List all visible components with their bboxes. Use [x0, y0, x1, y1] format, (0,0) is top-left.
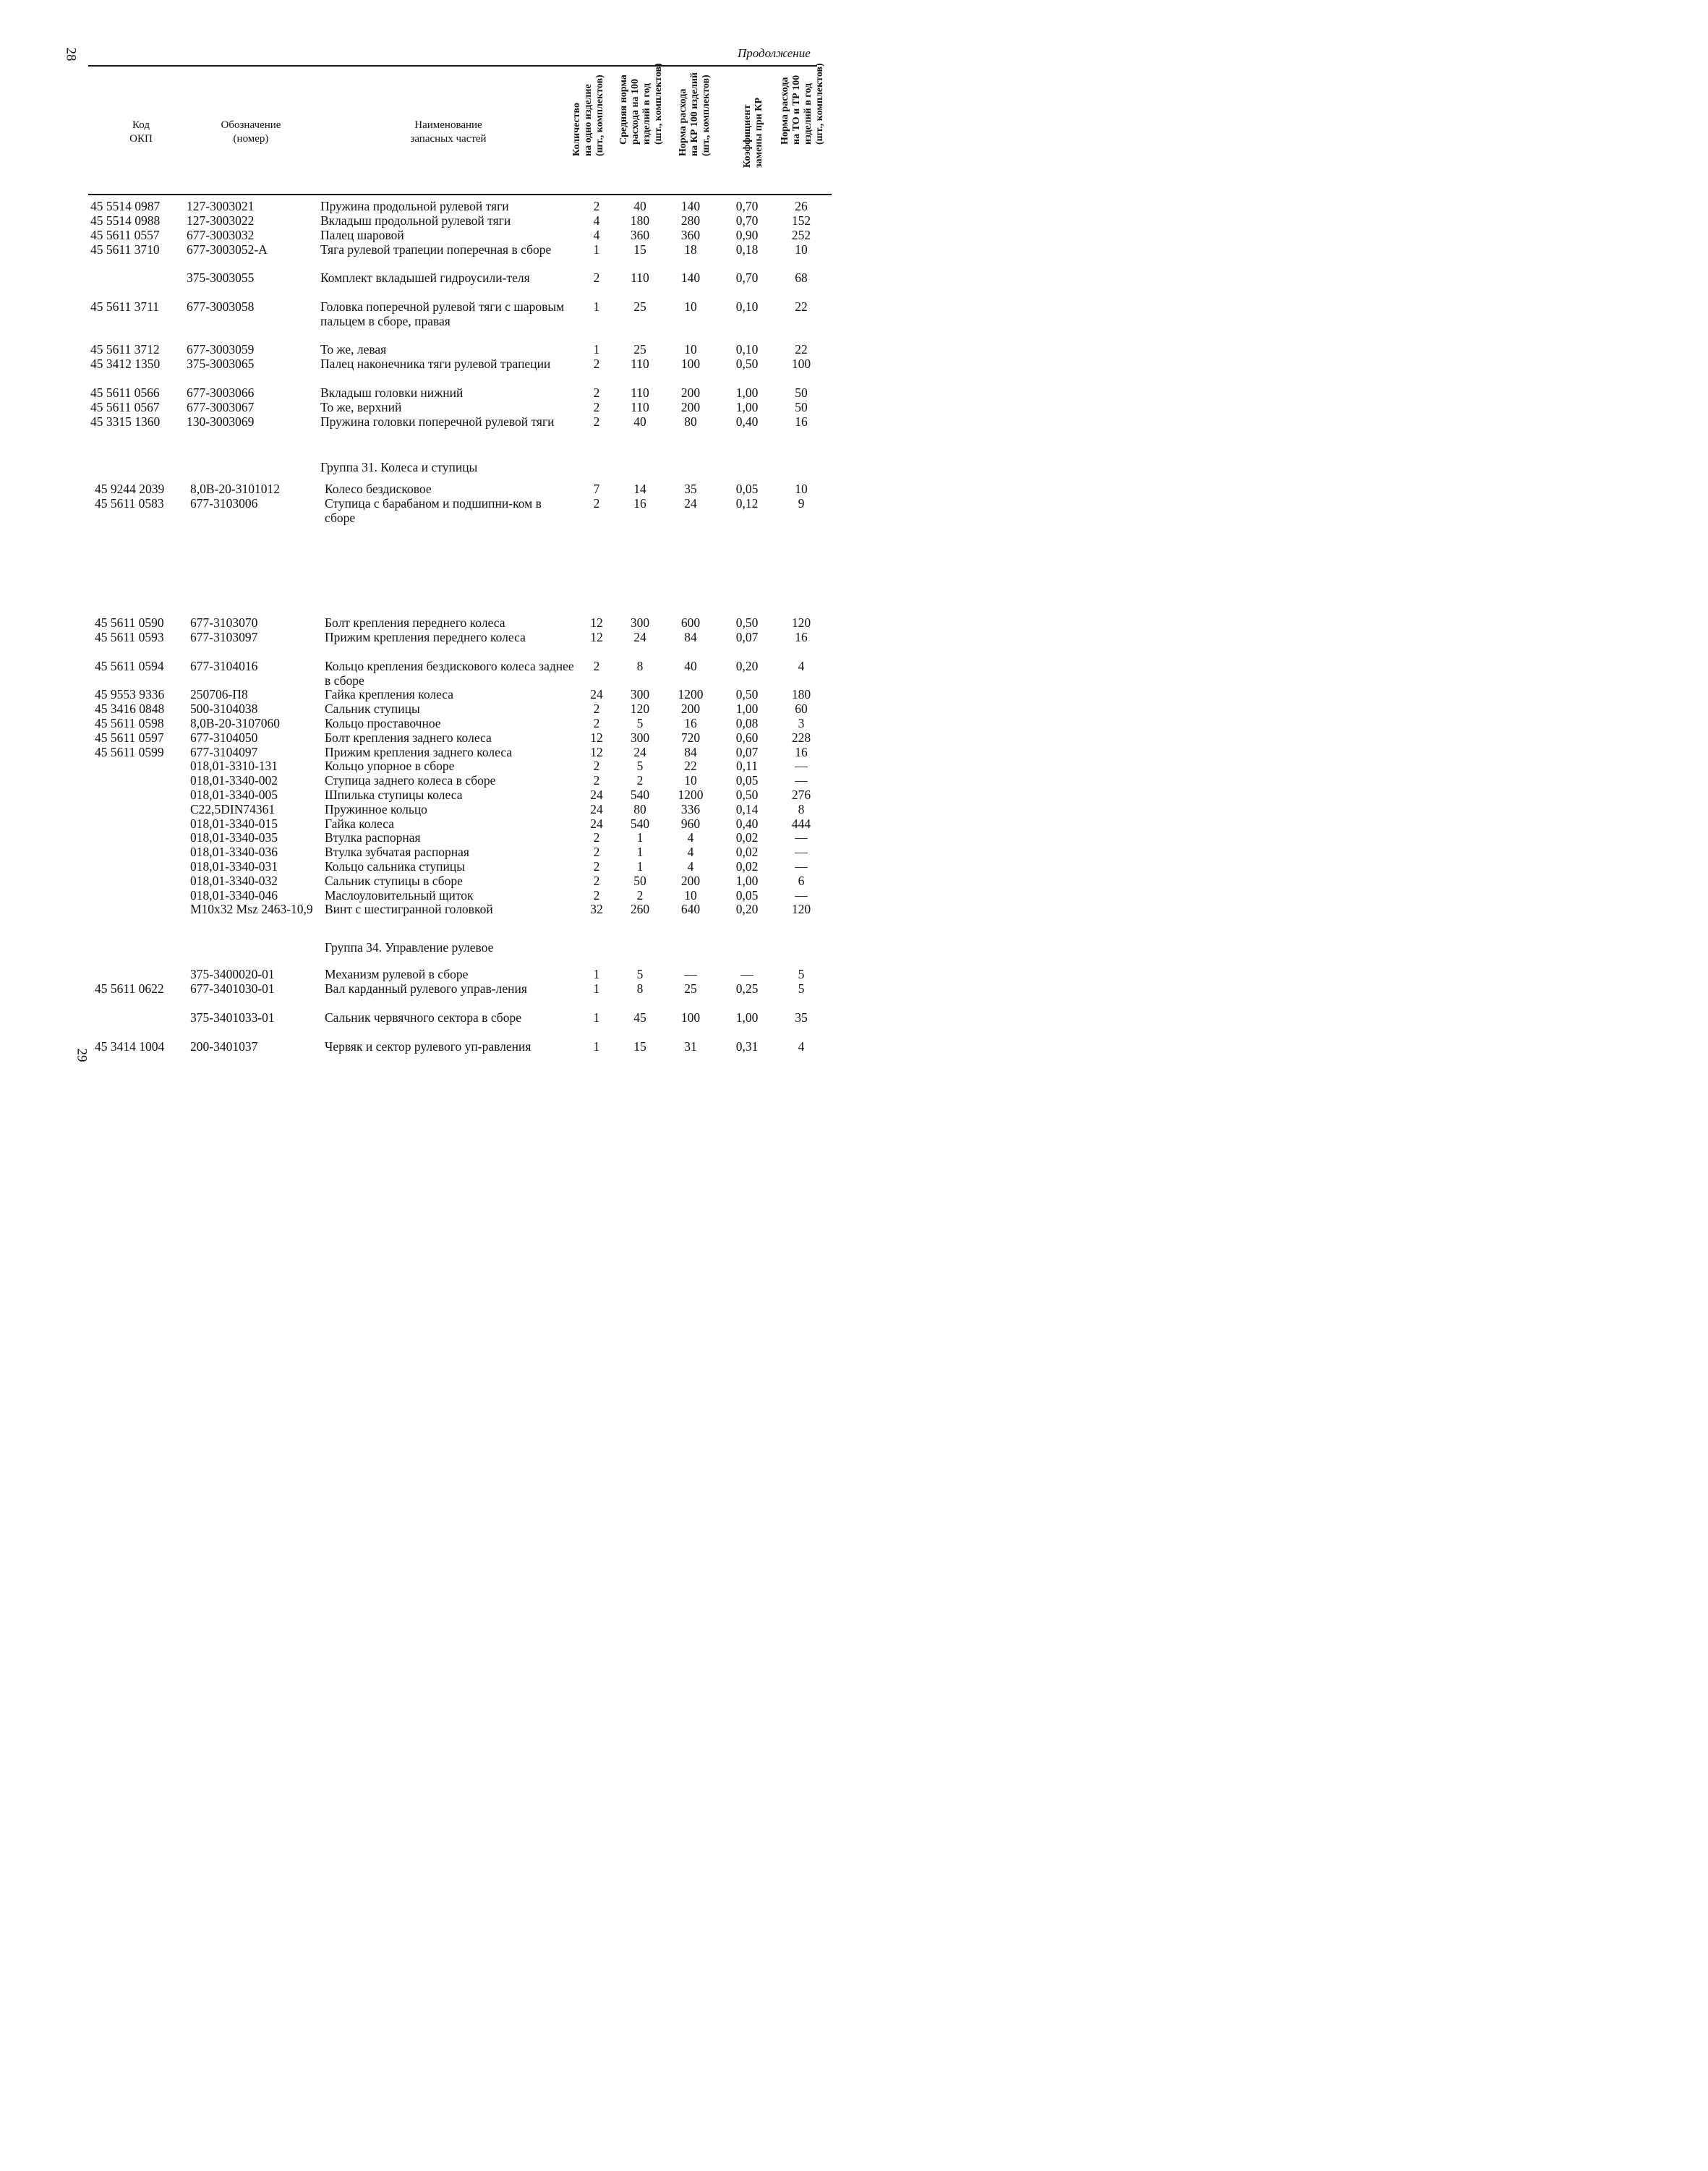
- cell-a: 2: [636, 888, 644, 903]
- cell-a: 5: [636, 716, 644, 730]
- cell-name: Механизм рулевой в сборе: [325, 967, 469, 981]
- cell-q: 2: [593, 701, 600, 716]
- cell-name: Сальник ступицы: [325, 701, 420, 716]
- cell-okp: 45 5611 0566: [90, 385, 160, 400]
- cell-des: 250706-П8: [190, 687, 248, 701]
- cell-a: 50: [633, 874, 646, 888]
- cell-des: 677-3003032: [187, 228, 255, 242]
- cell-a: 540: [630, 816, 650, 831]
- cell-t: 16: [795, 414, 808, 429]
- cell-des: 018,01-3340-015: [190, 816, 278, 831]
- cell-des: 677-3003066: [187, 385, 255, 400]
- cell-t: 8: [798, 802, 805, 816]
- cell-q: 2: [593, 773, 600, 788]
- cell-q: 1: [593, 242, 600, 257]
- cell-a: 1: [636, 859, 644, 874]
- cell-a: 300: [630, 730, 650, 745]
- cell-t: 16: [795, 745, 808, 759]
- cell-okp: 45 5611 0598: [95, 716, 164, 730]
- cell-k: 10: [684, 773, 697, 788]
- cell-k: 84: [684, 745, 697, 759]
- cell-z: 0,07: [735, 630, 759, 644]
- cell-des: 018,01-3340-031: [190, 859, 278, 874]
- cell-q: 1: [593, 967, 600, 981]
- cell-name: Втулка распорная: [325, 830, 421, 845]
- cell-z: 0,25: [735, 981, 759, 996]
- cell-k: 640: [680, 902, 701, 916]
- cell-name: Колесо бездисковое: [325, 482, 432, 496]
- cell-name: Палец шаровой: [320, 228, 404, 242]
- cell-okp: 45 5611 0599: [95, 745, 164, 759]
- cell-okp: 45 5611 0594: [95, 659, 164, 673]
- cell-des: 018,01-3340-032: [190, 874, 278, 888]
- cell-okp: 45 5514 0987: [90, 199, 161, 213]
- cell-des: 018,01-3340-035: [190, 830, 278, 845]
- cell-a: 24: [633, 745, 646, 759]
- cell-k: 4: [687, 859, 694, 874]
- cell-des: 677-3003058: [187, 299, 255, 314]
- cell-q: 1: [593, 981, 600, 996]
- cell-z: 0,02: [735, 859, 759, 874]
- cell-q: 2: [593, 888, 600, 903]
- cell-okp: 45 3315 1360: [90, 414, 161, 429]
- cell-k: 1200: [678, 687, 704, 701]
- cell-z: 0,50: [735, 788, 759, 802]
- cell-a: 16: [633, 496, 646, 511]
- cell-name: Кольцо сальника ступицы: [325, 859, 466, 874]
- cell-z: 0,07: [735, 745, 759, 759]
- cell-k: 18: [684, 242, 697, 257]
- cell-k: 24: [684, 496, 697, 511]
- cell-k: 31: [684, 1039, 697, 1054]
- cell-k: 10: [684, 888, 697, 903]
- cell-des: 018,01-3340-002: [190, 773, 278, 788]
- cell-z: 0,40: [735, 414, 759, 429]
- cell-q: 12: [590, 730, 603, 745]
- cell-z: 0,14: [735, 802, 759, 816]
- cell-okp: 45 5611 3712: [90, 342, 160, 357]
- cell-name: Болт крепления заднего колеса: [325, 730, 492, 745]
- cell-q: 2: [593, 716, 600, 730]
- cell-name: Сальник ступицы в сборе: [325, 874, 463, 888]
- page-number-bottom: 29: [74, 1048, 90, 1062]
- cell-k: 10: [684, 299, 697, 314]
- cell-z: 0,50: [735, 615, 759, 630]
- cell-q: 32: [590, 902, 603, 916]
- cell-a: 110: [631, 270, 649, 285]
- cell-des: 8,0В-20-3101012: [190, 482, 280, 496]
- cell-okp: 45 5611 3710: [90, 242, 160, 257]
- cell-k: 4: [687, 845, 694, 859]
- cell-des: 018,01-3310-131: [190, 759, 278, 773]
- cell-t: 5: [798, 967, 805, 981]
- cell-name: Прижим крепления переднего колеса: [325, 630, 526, 644]
- cell-t: 22: [795, 299, 808, 314]
- cell-z: 0,18: [735, 242, 759, 257]
- cell-q: 2: [593, 270, 600, 285]
- cell-q: 24: [590, 687, 603, 701]
- cell-des: 8,0В-20-3107060: [190, 716, 280, 730]
- cell-z: 0,50: [735, 357, 759, 371]
- cell-a: 25: [633, 342, 646, 357]
- cell-t: 68: [795, 270, 808, 285]
- header-rule: [88, 194, 832, 195]
- cell-t: 22: [795, 342, 808, 357]
- cell-t: 120: [791, 615, 811, 630]
- cell-name: То же, верхний: [320, 400, 402, 414]
- cell-z: 1,00: [735, 1010, 759, 1025]
- cell-okp: 45 9553 9336: [95, 687, 165, 701]
- cell-okp: 45 5611 0622: [95, 981, 164, 996]
- cell-z: 0,10: [735, 299, 759, 314]
- cell-z: 0,31: [735, 1039, 759, 1054]
- cell-des: 375-3400020-01: [190, 967, 275, 981]
- cell-des: 375-3003065: [187, 357, 255, 371]
- cell-name: Гайка колеса: [325, 816, 395, 831]
- cell-t: 120: [791, 902, 811, 916]
- cell-t: 228: [791, 730, 811, 745]
- cell-name: Болт крепления переднего колеса: [325, 615, 505, 630]
- cell-des: 677-3103070: [190, 615, 258, 630]
- cell-q: 12: [590, 630, 603, 644]
- cell-des: 677-3103006: [190, 496, 258, 511]
- cell-a: 300: [630, 615, 650, 630]
- cell-name: Пружинное кольцо: [325, 802, 427, 816]
- cell-k: 336: [680, 802, 701, 816]
- cell-k: 84: [684, 630, 697, 644]
- cell-z: 0,02: [735, 845, 759, 859]
- cell-t: 60: [795, 701, 808, 716]
- cell-a: 110: [631, 357, 649, 371]
- cell-z: 0,11: [736, 759, 758, 773]
- cell-k: 960: [680, 816, 701, 831]
- cell-name: Кольцо проставочное: [325, 716, 441, 730]
- cell-k: 280: [680, 213, 701, 228]
- cell-q: 2: [593, 845, 600, 859]
- cell-des: 677-3104097: [190, 745, 258, 759]
- cell-des: 677-3003067: [187, 400, 255, 414]
- cell-name: Червяк и сектор рулевого уп-равления: [325, 1039, 531, 1054]
- cell-z: 0,70: [735, 213, 759, 228]
- cell-okp: 45 5514 0988: [90, 213, 161, 228]
- cell-name: Головка поперечной рулевой тяги с шаровым пальцем в сборе, правая: [320, 299, 565, 328]
- cell-des: 677-3003059: [187, 342, 255, 357]
- cell-des: 127-3003021: [187, 199, 255, 213]
- cell-t: 4: [798, 659, 805, 673]
- cell-z: 1,00: [735, 400, 759, 414]
- cell-a: 260: [630, 902, 650, 916]
- cell-z: 0,60: [735, 730, 759, 745]
- group34-title: Группа 34. Управление рулевое: [325, 940, 494, 955]
- cell-q: 1: [593, 299, 600, 314]
- cell-des: 018,01-3340-046: [190, 888, 278, 903]
- cell-a: 5: [636, 967, 644, 981]
- cell-k: 100: [680, 1010, 701, 1025]
- cell-z: 0,50: [735, 687, 759, 701]
- cell-k: 22: [684, 759, 697, 773]
- cell-k: 140: [680, 199, 701, 213]
- cell-name: Ступица заднего колеса в сборе: [325, 773, 496, 788]
- cell-a: 80: [633, 802, 646, 816]
- cell-q: 2: [593, 859, 600, 874]
- cell-a: 180: [630, 213, 650, 228]
- cell-a: 25: [633, 299, 646, 314]
- cell-t: 6: [798, 874, 805, 888]
- page-number-top: 28: [63, 47, 79, 61]
- cell-z: —: [740, 967, 753, 981]
- cell-a: 8: [636, 659, 644, 673]
- cell-okp: 45 5611 0567: [90, 400, 160, 414]
- cell-okp: 45 5611 0583: [95, 496, 164, 511]
- cell-k: —: [684, 967, 697, 981]
- cell-t: 180: [791, 687, 811, 701]
- cell-t: —: [795, 888, 808, 903]
- cell-k: 80: [684, 414, 697, 429]
- cell-z: 0,70: [735, 199, 759, 213]
- cell-name: Палец наконечника тяги рулевой трапеции: [320, 357, 551, 371]
- cell-t: 16: [795, 630, 808, 644]
- cell-k: 16: [684, 716, 697, 730]
- top-rule: [88, 65, 817, 67]
- cell-k: 360: [680, 228, 701, 242]
- cell-z: 1,00: [735, 701, 759, 716]
- cell-z: 0,05: [735, 482, 759, 496]
- cell-a: 2: [636, 773, 644, 788]
- cell-q: 12: [590, 745, 603, 759]
- cell-t: 10: [795, 242, 808, 257]
- cell-q: 2: [593, 400, 600, 414]
- cell-okp: 45 3414 1004: [95, 1039, 165, 1054]
- cell-t: —: [795, 759, 808, 773]
- cell-a: 110: [631, 385, 649, 400]
- cell-okp: 45 3412 1350: [90, 357, 161, 371]
- cell-q: 1: [593, 1039, 600, 1054]
- cell-k: 140: [680, 270, 701, 285]
- cell-t: 50: [795, 400, 808, 414]
- cell-z: 0,40: [735, 816, 759, 831]
- cell-q: 4: [593, 228, 600, 242]
- cell-k: 35: [684, 482, 697, 496]
- cell-name: Прижим крепления заднего колеса: [325, 745, 513, 759]
- cell-name: Пружина продольной рулевой тяги: [320, 199, 509, 213]
- cell-k: 720: [680, 730, 701, 745]
- cell-des: 677-3103097: [190, 630, 258, 644]
- cell-okp: 45 5611 3711: [90, 299, 159, 314]
- cell-q: 24: [590, 788, 603, 802]
- cell-t: 50: [795, 385, 808, 400]
- cell-z: 0,05: [735, 773, 759, 788]
- cell-name: Ступица с барабаном и подшипни-ком в сборе: [325, 496, 542, 525]
- cell-name: Комплект вкладышей гидроусили-теля: [320, 270, 530, 285]
- cell-t: 35: [795, 1010, 808, 1025]
- cell-k: 40: [684, 659, 697, 673]
- cell-t: 26: [795, 199, 808, 213]
- cell-z: 0,02: [735, 830, 759, 845]
- cell-t: 100: [791, 357, 811, 371]
- cell-t: 4: [798, 1039, 805, 1054]
- cell-a: 40: [633, 199, 646, 213]
- cell-t: —: [795, 859, 808, 874]
- cell-q: 2: [593, 830, 600, 845]
- cell-name: Винт с шестигранной головкой: [325, 902, 493, 916]
- cell-t: 252: [791, 228, 811, 242]
- cell-t: 10: [795, 482, 808, 496]
- cell-des: M10x32 Msz 2463-10,9: [190, 902, 313, 916]
- cell-des: 677-3401030-01: [190, 981, 275, 996]
- cell-des: 500-3104038: [190, 701, 258, 716]
- cell-z: 0,05: [735, 888, 759, 903]
- header-kr: Норма расхода на КР 100 изделий (шт., комплектов): [678, 72, 712, 156]
- header-qty: Количество на одно изделие (шт., комплектов): [571, 74, 605, 156]
- cell-q: 2: [593, 357, 600, 371]
- cell-des: 375-3003055: [187, 270, 255, 285]
- header-okp: Код ОКП: [129, 119, 153, 145]
- cell-a: 360: [630, 228, 650, 242]
- cell-name: Кольцо упорное в сборе: [325, 759, 455, 773]
- group31-title: Группа 31. Колеса и ступицы: [320, 460, 478, 474]
- cell-q: 2: [593, 496, 600, 511]
- cell-t: 9: [798, 496, 805, 511]
- cell-name: Вкладыш продольной рулевой тяги: [320, 213, 511, 228]
- cell-des: 200-3401037: [190, 1039, 258, 1054]
- cell-name: Вкладыш головки нижний: [320, 385, 464, 400]
- cell-a: 1: [636, 845, 644, 859]
- cell-q: 12: [590, 615, 603, 630]
- cell-a: 540: [630, 788, 650, 802]
- cell-q: 2: [593, 199, 600, 213]
- cell-okp: 45 5611 0597: [95, 730, 164, 745]
- cell-a: 24: [633, 630, 646, 644]
- cell-name: Тяга рулевой трапеции поперечная в сборе: [320, 242, 552, 257]
- cell-a: 5: [636, 759, 644, 773]
- cell-des: 018,01-3340-036: [190, 845, 278, 859]
- cell-okp: 45 5611 0593: [95, 630, 164, 644]
- cell-k: 600: [680, 615, 701, 630]
- cell-t: —: [795, 845, 808, 859]
- cell-name: Сальник червячного сектора в сборе: [325, 1010, 521, 1025]
- cell-des: 677-3003052-А: [187, 242, 268, 257]
- cell-t: 152: [791, 213, 811, 228]
- cell-z: 1,00: [735, 874, 759, 888]
- cell-des: 375-3401033-01: [190, 1010, 275, 1025]
- cell-a: 15: [633, 1039, 646, 1054]
- cell-t: —: [795, 830, 808, 845]
- cell-k: 1200: [678, 788, 704, 802]
- cell-q: 24: [590, 802, 603, 816]
- cell-z: 0,10: [735, 342, 759, 357]
- cell-k: 200: [680, 385, 701, 400]
- cell-k: 100: [680, 357, 701, 371]
- cell-name: Вал карданный рулевого управ-ления: [325, 981, 527, 996]
- cell-des: C22,5DIN74361: [190, 802, 276, 816]
- cell-q: 2: [593, 659, 600, 673]
- cell-okp: 45 9244 2039: [95, 482, 165, 496]
- cell-a: 300: [630, 687, 650, 701]
- cell-z: 0,70: [735, 270, 759, 285]
- cell-name: Пружина головки поперечной рулевой тяги: [320, 414, 555, 429]
- cell-z: 0,12: [735, 496, 759, 511]
- cell-a: 14: [633, 482, 646, 496]
- continuation-label: Продолжение: [738, 46, 811, 60]
- cell-k: 10: [684, 342, 697, 357]
- cell-z: 0,20: [735, 902, 759, 916]
- cell-okp: 45 5611 0557: [90, 228, 160, 242]
- cell-k: 200: [680, 701, 701, 716]
- cell-z: 0,20: [735, 659, 759, 673]
- cell-okp: 45 3416 0848: [95, 701, 165, 716]
- cell-z: 0,08: [735, 716, 759, 730]
- cell-t: —: [795, 773, 808, 788]
- cell-a: 110: [631, 400, 649, 414]
- cell-des: 130-3003069: [187, 414, 255, 429]
- cell-k: 4: [687, 830, 694, 845]
- cell-q: 1: [593, 1010, 600, 1025]
- cell-q: 24: [590, 816, 603, 831]
- cell-a: 15: [633, 242, 646, 257]
- cell-a: 120: [630, 701, 650, 716]
- cell-des: 018,01-3340-005: [190, 788, 278, 802]
- header-avg: Средняя норма расхода на 100 изделий в год (шт., комплектов): [618, 63, 664, 145]
- cell-q: 2: [593, 874, 600, 888]
- cell-des: 677-3104016: [190, 659, 258, 673]
- header-designation: Обозначение (номер): [221, 119, 281, 145]
- cell-q: 2: [593, 385, 600, 400]
- cell-q: 7: [593, 482, 600, 496]
- cell-t: 276: [791, 788, 811, 802]
- cell-des: 677-3104050: [190, 730, 258, 745]
- cell-name: Гайка крепления колеса: [325, 687, 454, 701]
- cell-k: 25: [684, 981, 697, 996]
- cell-name: Кольцо крепления бездискового колеса заднее в сборе: [325, 659, 574, 688]
- cell-des: 127-3003022: [187, 213, 255, 228]
- cell-q: 4: [593, 213, 600, 228]
- cell-q: 2: [593, 759, 600, 773]
- cell-t: 3: [798, 716, 805, 730]
- cell-name: Маслоуловительный щиток: [325, 888, 474, 903]
- cell-name: То же, левая: [320, 342, 387, 357]
- cell-a: 8: [636, 981, 644, 996]
- cell-z: 1,00: [735, 385, 759, 400]
- cell-name: Втулка зубчатая распорная: [325, 845, 469, 859]
- cell-t: 5: [798, 981, 805, 996]
- header-coef: Коэффициент замены при КР: [742, 98, 764, 168]
- cell-k: 200: [680, 400, 701, 414]
- cell-a: 40: [633, 414, 646, 429]
- cell-z: 0,90: [735, 228, 759, 242]
- cell-okp: 45 5611 0590: [95, 615, 164, 630]
- header-to: Норма расхода на ТО и ТР 100 изделий в год (шт., комплектов): [780, 63, 825, 145]
- cell-a: 45: [633, 1010, 646, 1025]
- cell-q: 1: [593, 342, 600, 357]
- cell-k: 200: [680, 874, 701, 888]
- cell-t: 444: [791, 816, 811, 831]
- cell-q: 2: [593, 414, 600, 429]
- header-name: Наименование запасных частей: [410, 119, 487, 145]
- cell-a: 1: [636, 830, 644, 845]
- cell-name: Шпилька ступицы колеса: [325, 788, 463, 802]
